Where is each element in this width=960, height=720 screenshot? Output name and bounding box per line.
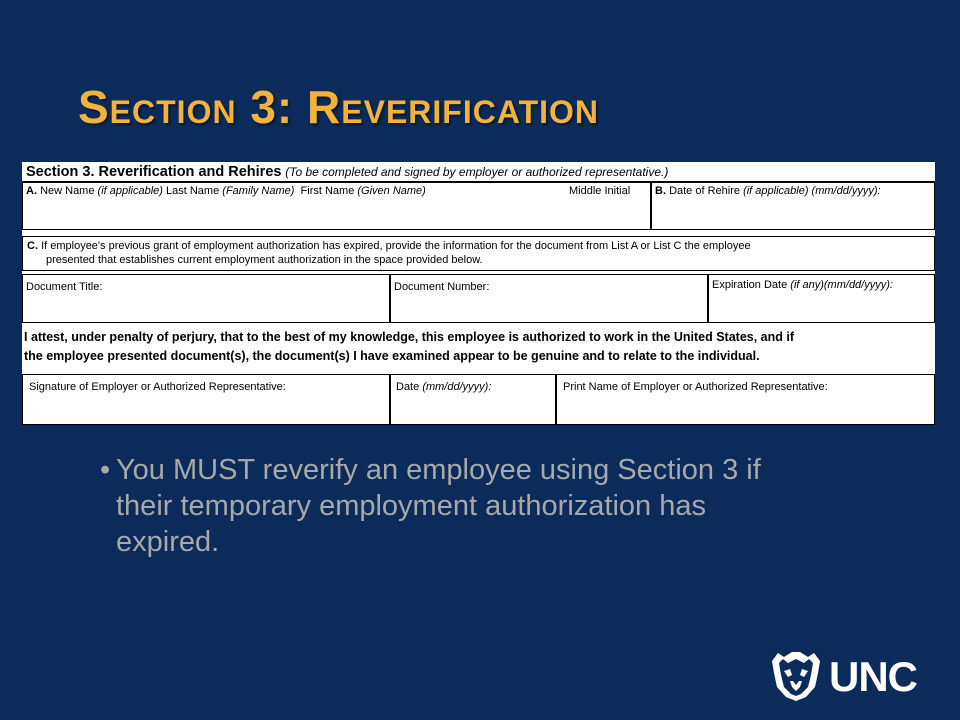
expiration-date-label-italic: (if any)(mm/dd/yyyy): <box>790 279 893 291</box>
row-c-line2: presented that establishes current employment authorization in the space provided below. <box>46 254 483 266</box>
signature-field <box>22 374 390 425</box>
middle-initial-label: Middle Initial <box>569 185 631 197</box>
row-c-line1: If employee's previous grant of employment authorization has expired, provide the information for the document from List A or List C the employee <box>41 240 751 252</box>
row-c-letter: C. <box>27 240 38 252</box>
document-number-field <box>390 274 708 323</box>
row-b-letter: B. <box>655 185 666 197</box>
document-title-label: Document Title: <box>26 281 103 293</box>
print-name-field <box>556 374 935 425</box>
signature-date-label: Date <box>396 381 420 393</box>
form-header-note: (To be completed and signed by employer or authorized representative.) <box>285 165 669 179</box>
attestation-line-2: the employee presented document(s), the document(s) I have examined appear to be genuine and to relate to the individual. <box>24 349 760 363</box>
bear-head-icon <box>772 652 820 701</box>
row-a-label-1: New Name <box>40 185 95 197</box>
row-a-label-2: Last Name <box>166 185 220 197</box>
unc-logo-text: UNC <box>829 653 917 700</box>
form-section-header <box>22 162 935 182</box>
bullet-point <box>100 452 800 560</box>
bullet-dot: • <box>100 454 111 486</box>
row-a-label-3: First Name <box>300 185 355 197</box>
unc-logo <box>766 647 944 703</box>
row-b-label: Date of Rehire <box>669 185 740 197</box>
signature-date-label-italic: (mm/dd/yyyy): <box>422 381 492 393</box>
bullet-text: You MUST reverify an employee using Section 3 if their temporary employment authorization has expired. <box>116 454 761 558</box>
row-a-label-italic-2: (Family Name) <box>222 185 295 197</box>
document-number-label: Document Number: <box>394 281 490 293</box>
expiration-date-label: Expiration Date <box>712 279 788 291</box>
new-name-field <box>22 182 651 230</box>
print-name-label: Print Name of Employer or Authorized Representative: <box>563 381 828 393</box>
row-c-instructions <box>22 236 935 271</box>
form-header-title: Section 3. Reverification and Rehires <box>26 164 282 180</box>
attestation-line-1: I attest, under penalty of perjury, that to the best of my knowledge, this employee is authorized to work in the United States, and if <box>24 330 795 344</box>
slide-title: Section 3: Reverification <box>78 81 600 133</box>
row-a-label-italic-1: (if applicable) <box>97 185 163 197</box>
document-title-field <box>22 274 390 323</box>
signature-date-field <box>390 374 556 425</box>
expiration-date-field <box>708 274 935 323</box>
attestation-statement <box>22 328 935 368</box>
date-of-rehire-field <box>651 182 935 230</box>
i9-section3-form-image <box>22 162 935 425</box>
signature-label: Signature of Employer or Authorized Representative: <box>29 381 286 393</box>
row-a-letter: A. <box>26 185 37 197</box>
row-b-label-italic: (if applicable) (mm/dd/yyyy): <box>743 185 881 197</box>
row-a-label-italic-3: (Given Name) <box>357 185 426 197</box>
